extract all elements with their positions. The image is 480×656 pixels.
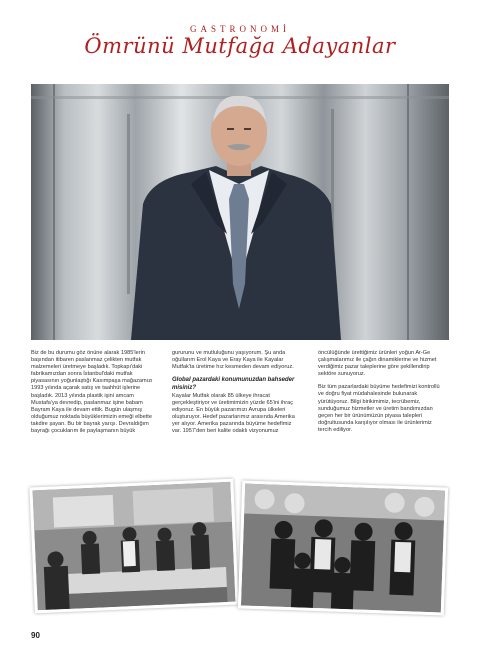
archive-photo-team — [238, 480, 448, 615]
paragraph: Biz de bu durumu göz önüne alarak 1985'lerin başından itibaren paslanmaz çelikten mutfak malzemeleri üretmeye başladık. Topkapı'daki fabrikamızdan sonra İstanbul'daki mutfak piyasasının yoğunlaştığı Kasımpaşa mağazamızı 1993 yılında açarak satış ve taahhüt işlerine başladık. 2013 yılında plastik işini amcam Mustafa'ya devredip, paslanmaz işine babam Bayram Kaya ile devam ettik. Bugün ulaşmış olduğumuz noktada büyüklerimizin emeği elbette takdire şayan. Bu bir bayrak yarışı. Devraldığım bayrağı çocuklarım ile paylaşmanın büyük — [31, 350, 153, 435]
section-kicker: GASTRONOMİ — [189, 24, 290, 34]
hero-photo — [31, 84, 449, 340]
interview-question: Global pazardaki konumunuzdan bahseder misiniz? — [172, 377, 295, 391]
paragraph: gururunu ve mutluluğunu yaşıyorum. Şu anda oğullarım Erol Kaya ve Eray Kaya ile Kayalar Mutfak'ta üretime hız kesmeden devam ediyoruz. — [172, 350, 294, 371]
archive-photo-workshop — [29, 479, 238, 614]
paragraph: Kayalar Mutfak olarak 85 ülkeye ihracat gerçekleştiriyor ve üretimimizin yüzde 65'ini ihraç ediyoruz. En büyük pazarımızı Avrupa ülkeleri oluşturuyor. Hedef pazarlarımız arasında Amerika yer alıyor. Amerika pazarında büyüme hedefimiz var. 1957'den beri kalite odaklı vizyonumuz — [172, 392, 295, 435]
text-column-3 — [318, 350, 446, 440]
text-column-2 — [172, 350, 300, 441]
paragraph: Biz tüm pazarlardaki büyüme hedefimizi kontrollü ve doğru fiyat müdahalesinde bulunarak yürütüyoruz. Bilgi birikimimiz, tecrübemiz, sunduğumuz hizmetler ve üretim bandımızdan geçen her bir ürünümüzün piyasa talepleri doğrultusunda karşılıyor olması ile ürünlerimiz tercih ediliyor. — [318, 384, 440, 433]
article-title: Ömrünü Mutfağa Adayanlar — [84, 34, 396, 58]
portrait-illustration — [31, 84, 449, 340]
text-column-1 — [31, 350, 159, 441]
page-number: 90 — [31, 631, 40, 640]
paragraph: öncülüğünde ürettiğimiz ürünleri yoğun Ar-Ge çalışmalarımız ile çağın dinamiklerine ve hizmet verdiğimiz pazar taleplerine göre şekillendirip sektöre sunuyoruz. — [318, 350, 437, 378]
